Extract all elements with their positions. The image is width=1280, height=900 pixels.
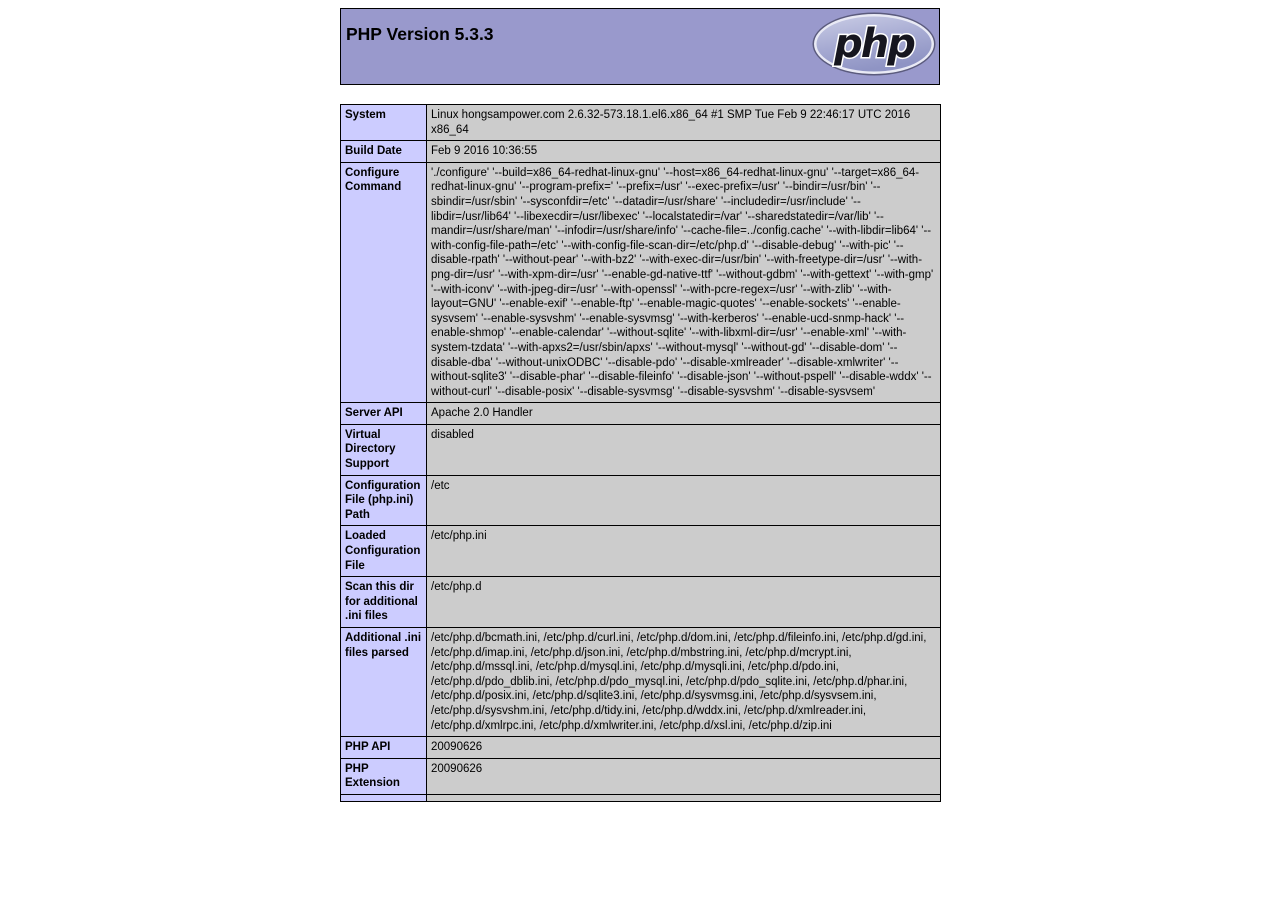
row-value: 20090626 (427, 737, 941, 759)
row-value: './configure' '--build=x86_64-redhat-linux-gnu' '--host=x86_64-redhat-linux-gnu' '--target=x86_64-redhat-linux-gnu' '--program-prefix=' '--prefix=/usr' '--exec-prefix=/usr' '--bindir=/usr/bin' '--sbindir=/usr/sbin' '--sysconfdir=/etc' '--datadir=/usr/share' '--includedir=/usr/include' '--libdir=/usr/lib64' '--libexecdir=/usr/libexec' '--localstatedir=/var' '--sharedstatedir=/var/lib' '--mandir=/usr/share/man' '--infodir=/usr/share/info' '--cache-file=../config.cache' '--with-libdir=lib64' '--with-config-file-path=/etc' '--with-config-file-scan-dir=/etc/php.d' '--disable-debug' '--with-pic' '--disable-rpath' '--without-pear' '--with-bz2' '--with-exec-dir=/usr/bin' '--with-freetype-dir=/usr' '--with-png-dir=/usr' '--with-xpm-dir=/usr' '--enable-gd-native-ttf' '--without-gdbm' '--with-gettext' '--with-gmp' '--with-iconv' '--with-jpeg-dir=/usr' '--with-openssl' '--with-pcre-regex=/usr' '--with-zlib' '--with-layout=GNU' '--enable-exif' '--enable-ftp' '--enable-magic-quotes' '--enable-sockets' '--enable-sysvsem' '--enable-sysvshm' '--enable-sysvmsg' '--with-kerberos' '--enable-ucd-snmp-hack' '--enable-shmop' '--enable-calendar' '--without-sqlite' '--with-libxml-dir=/usr' '--enable-xml' '--with-system-tzdata' '--with-apxs2=/usr/sbin/apxs' '--without-mysql' '--without-gd' '--disable-dom' '--disable-dba' '--without-unixODBC' '--disable-pdo' '--disable-xmlreader' '--disable-xmlwriter' '--without-sqlite3' '--disable-phar' '--disable-fileinfo' '--disable-json' '--without-pspell' '--disable-wddx' '--without-curl' '--disable-posix' '--disable-sysvmsg' '--disable-sysvshm' '--disable-sysvsem' (427, 162, 941, 403)
table-row-php-extension (341, 758, 941, 794)
row-label: Virtual Directory Support (341, 424, 427, 475)
info-table-body (341, 105, 941, 802)
row-value: Feb 9 2016 10:36:55 (427, 141, 941, 163)
row-label: PHP API (341, 737, 427, 759)
table-row-build-date (341, 141, 941, 163)
row-value: /etc/php.d/bcmath.ini, /etc/php.d/curl.ini, /etc/php.d/dom.ini, /etc/php.d/fileinfo.ini, /etc/php.d/gd.ini, /etc/php.d/imap.ini, /etc/php.d/json.ini, /etc/php.d/mbstring.ini, /etc/php.d/mcrypt.ini, /etc/php.d/mssql.ini, /etc/php.d/mysql.ini, /etc/php.d/mysqli.ini, /etc/php.d/pdo.ini, /etc/php.d/pdo_dblib.ini, /etc/php.d/pdo_mysql.ini, /etc/php.d/pdo_sqlite.ini, /etc/php.d/phar.ini, /etc/php.d/posix.ini, /etc/php.d/sqlite3.ini, /etc/php.d/sysvmsg.ini, /etc/php.d/sysvsem.ini, /etc/php.d/sysvshm.ini, /etc/php.d/tidy.ini, /etc/php.d/wddx.ini, /etc/php.d/xmlreader.ini, /etc/php.d/xmlrpc.ini, /etc/php.d/xmlwriter.ini, /etc/php.d/xsl.ini, /etc/php.d/zip.ini (427, 628, 941, 737)
header-table (340, 8, 940, 85)
table-row-additional-ini-files (341, 628, 941, 737)
table-row-system (341, 105, 941, 141)
header-row (341, 9, 940, 85)
row-label: Server API (341, 403, 427, 425)
row-value: /etc/php.ini (427, 526, 941, 577)
php-logo-link[interactable] (812, 12, 936, 81)
header-cell (341, 9, 940, 85)
table-row-server-api (341, 403, 941, 425)
row-label: PHP Extension (341, 758, 427, 794)
table-row-cutoff (341, 794, 941, 801)
row-value: /etc (427, 475, 941, 526)
row-value: Linux hongsampower.com 2.6.32-573.18.1.el6.x86_64 #1 SMP Tue Feb 9 22:46:17 UTC 2016 x86_64 (427, 105, 941, 141)
table-row-virtual-directory-support (341, 424, 941, 475)
row-value: /etc/php.d (427, 577, 941, 628)
table-row-configuration-file-path (341, 475, 941, 526)
php-info-table (340, 104, 941, 802)
table-row-scan-dir (341, 577, 941, 628)
row-label: System (341, 105, 427, 141)
row-label: Configure Command (341, 162, 427, 403)
table-row-php-api (341, 737, 941, 759)
page-title: PHP Version 5.3.3 (346, 24, 494, 44)
php-logo-icon (812, 12, 936, 76)
row-value: Apache 2.0 Handler (427, 403, 941, 425)
row-value (427, 794, 941, 801)
row-label: Additional .ini files parsed (341, 628, 427, 737)
content-column (340, 8, 940, 802)
table-row-configure-command (341, 162, 941, 403)
row-label: Build Date (341, 141, 427, 163)
row-value: disabled (427, 424, 941, 475)
row-label (341, 794, 427, 801)
php-logo-text: php (834, 21, 914, 67)
row-label: Scan this dir for additional .ini files (341, 577, 427, 628)
row-label: Loaded Configuration File (341, 526, 427, 577)
row-value: 20090626 (427, 758, 941, 794)
row-label: Configuration File (php.ini) Path (341, 475, 427, 526)
table-row-loaded-configuration-file (341, 526, 941, 577)
